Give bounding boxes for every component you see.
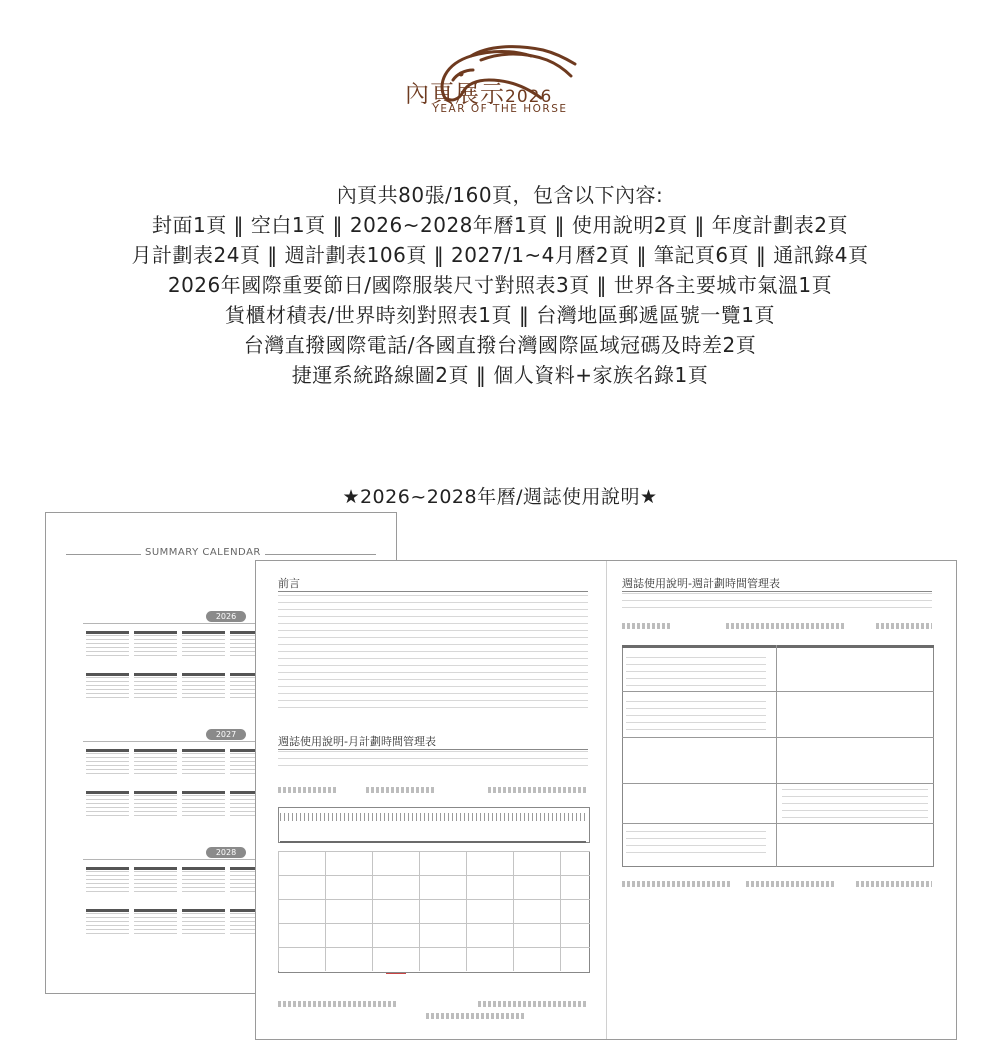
mini-month xyxy=(182,791,225,819)
mini-month xyxy=(134,909,177,937)
contents-line: 月計劃表24頁 ‖ 週計劃表106頁 ‖ 2027/1~4月曆2頁 ‖ 筆記頁6頁 ‖ 通訊錄4頁 xyxy=(131,243,869,267)
schedule-lines xyxy=(626,657,766,687)
preface-heading: 前言 xyxy=(278,575,588,592)
mini-month xyxy=(86,749,129,777)
mini-month xyxy=(182,631,225,659)
mini-month xyxy=(182,673,225,701)
summary-calendar-label: SUMMARY CALENDAR xyxy=(141,547,265,558)
divider xyxy=(776,645,777,867)
annotation xyxy=(876,623,932,629)
schedule-lines xyxy=(782,789,928,819)
mini-month xyxy=(182,749,225,777)
preface-text xyxy=(278,595,588,713)
brand-title-text: 內頁展示 xyxy=(405,80,505,108)
mini-month xyxy=(86,867,129,895)
mini-month xyxy=(86,631,129,659)
mini-month xyxy=(86,673,129,701)
contents-line: 捷運系統路線圖2頁 ‖ 個人資料+家族名錄1頁 xyxy=(291,363,709,387)
annotation xyxy=(478,1001,588,1007)
divider xyxy=(83,741,283,742)
divider xyxy=(622,823,934,824)
contents-line: 內頁共80張/160頁，包含以下內容: xyxy=(336,183,664,207)
weekly-guide-text xyxy=(622,593,932,611)
year-badge: 2028 xyxy=(206,847,246,858)
mini-month xyxy=(134,631,177,659)
mini-month xyxy=(86,909,129,937)
highlight-mark xyxy=(386,973,406,974)
annotation xyxy=(856,881,932,887)
brand-year: 2026 xyxy=(505,87,553,107)
year-badge: 2027 xyxy=(206,729,246,740)
divider xyxy=(622,691,934,692)
brand-subtitle: YEAR OF THE HORSE xyxy=(432,103,568,115)
mini-month xyxy=(134,749,177,777)
contents-line: 封面1頁 ‖ 空白1頁 ‖ 2026~2028年曆1頁 ‖ 使用說明2頁 ‖ 年度計劃表2頁 xyxy=(151,213,849,237)
month-grid-cols xyxy=(278,851,590,971)
divider xyxy=(622,783,934,784)
annotation xyxy=(488,787,588,793)
mini-month xyxy=(134,791,177,819)
section-title: ★2026~2028年曆/週誌使用說明★ xyxy=(342,486,658,508)
contents-list xyxy=(0,180,1000,390)
annotation xyxy=(622,881,732,887)
year-badge: 2026 xyxy=(206,611,246,622)
annotation xyxy=(746,881,836,887)
contents-line: 台灣直撥國際電話/各國直撥台灣國際區域冠碼及時差2頁 xyxy=(243,333,757,357)
annotation xyxy=(726,623,846,629)
page-spine xyxy=(606,561,607,1039)
annotation xyxy=(278,1001,398,1007)
mini-month xyxy=(182,867,225,895)
week-grid-header xyxy=(622,645,934,648)
contents-line: 2026年國際重要節日/國際服裝尺寸對照表3頁 ‖ 世界各主要城市氣溫1頁 xyxy=(167,273,833,297)
divider xyxy=(83,623,283,624)
mini-month xyxy=(86,791,129,819)
monthly-guide-text xyxy=(278,751,588,769)
mini-month xyxy=(182,909,225,937)
usage-guide-spread xyxy=(255,560,957,1040)
schedule-lines xyxy=(626,701,766,731)
annotation xyxy=(622,623,672,629)
annotation xyxy=(426,1013,526,1019)
annotation xyxy=(278,787,338,793)
schedule-lines xyxy=(626,831,766,857)
mini-month xyxy=(134,867,177,895)
divider xyxy=(83,859,283,860)
divider xyxy=(622,737,934,738)
mini-month xyxy=(134,673,177,701)
divider xyxy=(280,841,586,843)
annotation xyxy=(366,787,436,793)
contents-line: 貨櫃材積表/世界時刻對照表1頁 ‖ 台灣地區郵遞區號一覽1頁 xyxy=(225,303,775,327)
weekly-guide-heading: 週誌使用說明-週計劃時間管理表 xyxy=(622,575,932,592)
day-ticks xyxy=(280,813,586,821)
monthly-guide-heading: 週誌使用說明-月計劃時間管理表 xyxy=(278,733,588,750)
